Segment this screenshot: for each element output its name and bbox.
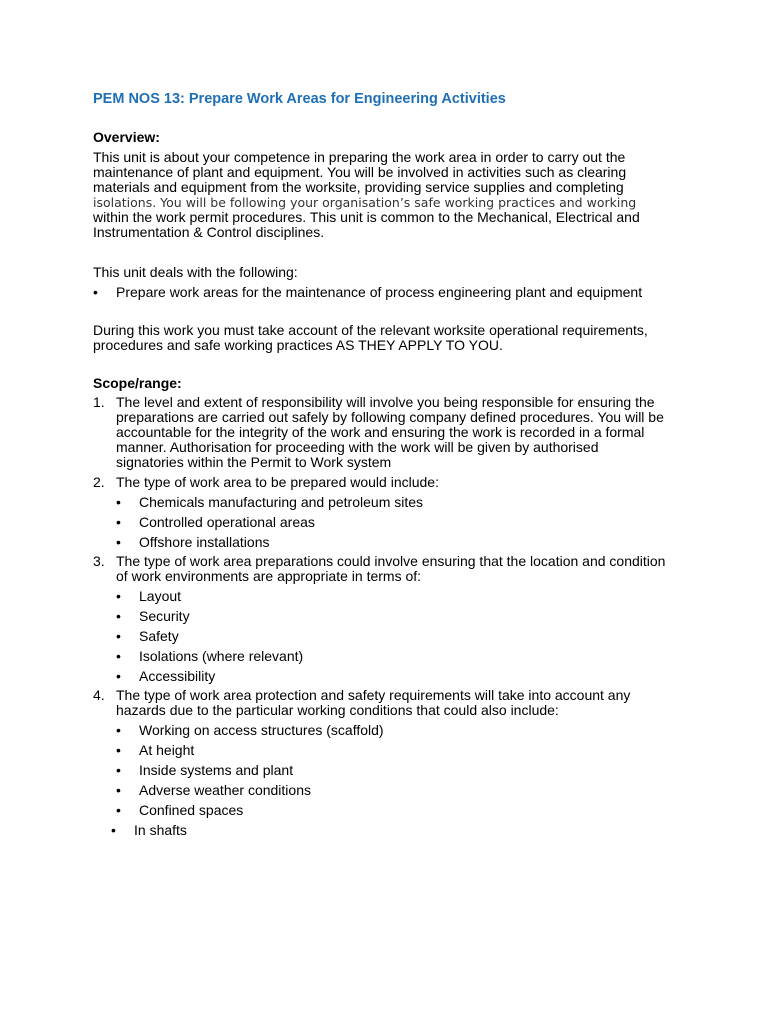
list-item: Isolations (where relevant) [139,648,304,664]
bullet-mark: • [116,534,121,550]
overview-line: within the work permit procedures. This unit is common to the Mechanical, Electrical and [93,209,640,225]
list-number: 2. [93,474,105,490]
item-line: manner. Authorisation for proceeding with the work will be given by authorised [116,439,599,455]
overview-line: Instrumentation & Control disciplines. [93,224,325,240]
list-item: Inside systems and plant [139,762,294,778]
bullet-mark: • [116,722,121,738]
list-item: Confined spaces [139,802,244,818]
deals-intro: This unit deals with the following: [93,264,298,280]
list-number: 1. [93,394,105,410]
list-item: At height [139,742,195,758]
list-item: Accessibility [139,668,216,684]
list-number: 3. [93,553,105,569]
bullet-mark: • [116,742,121,758]
bullet-mark: • [116,648,121,664]
bullet-mark: • [116,762,121,778]
scope-item-3 [116,554,686,584]
item-line: The level and extent of responsibility will involve you being responsible for ensuring the [116,394,655,410]
list-number: 4. [93,687,105,703]
bullet-mark: • [116,608,121,624]
deals-bullet: Prepare work areas for the maintenance of process engineering plant and equipment [116,284,643,300]
list-item: Layout [139,588,182,604]
overview-line: materials and equipment from the worksite, providing service supplies and completing [93,179,624,195]
overview-heading: Overview: [93,129,160,145]
scope-item-4 [116,688,686,718]
list-item: Working on access structures (scaffold) [139,722,384,738]
bullet-mark: • [116,628,121,644]
list-item: Safety [139,628,179,644]
overview-line: This unit is about your competence in preparing the work area in order to carry out the [93,149,626,165]
item-line: signatories within the Permit to Work system [116,454,392,470]
during-line: procedures and safe working practices AS THEY APPLY TO YOU. [93,337,503,353]
bullet-mark: • [116,588,121,604]
bullet-mark: • [93,284,98,300]
overview-line: isolations. You will be following your organisation’s safe working practices and working [93,195,637,210]
list-item: Chemicals manufacturing and petroleum sites [139,494,424,510]
bullet-mark: • [116,782,121,798]
item-line: preparations are carried out safely by following company defined procedures. You will be [116,409,664,425]
item-line: hazards due to the particular working conditions that could also include: [116,702,559,718]
during-paragraph [93,323,683,353]
list-item: Adverse weather conditions [139,782,311,798]
scope-item-2: The type of work area to be prepared would include: [116,474,439,490]
list-item: Security [139,608,190,624]
overview-line: maintenance of plant and equipment. You will be involved in activities such as clearing [93,164,627,180]
during-line: During this work you must take account of the relevant worksite operational requirements, [93,322,648,338]
bullet-mark: • [116,668,121,684]
page-title: PEM NOS 13: Prepare Work Areas for Engineering Activities [93,91,506,107]
list-item: In shafts [134,822,187,838]
list-item: Controlled operational areas [139,514,315,530]
item-line: of work environments are appropriate in terms of: [116,568,422,584]
overview-paragraph [93,150,683,240]
list-item: Offshore installations [139,534,270,550]
scope-heading: Scope/range: [93,375,182,391]
item-line: The type of work area protection and safety requirements will take into account any [116,687,631,703]
bullet-mark: • [116,514,121,530]
scope-item-1 [116,395,686,470]
bullet-mark: • [111,822,116,838]
bullet-mark: • [116,802,121,818]
bullet-mark: • [116,494,121,510]
item-line: The type of work area preparations could involve ensuring that the location and condition [116,553,666,569]
item-line: accountable for the integrity of the work and ensuring the work is recorded in a formal [116,424,645,440]
